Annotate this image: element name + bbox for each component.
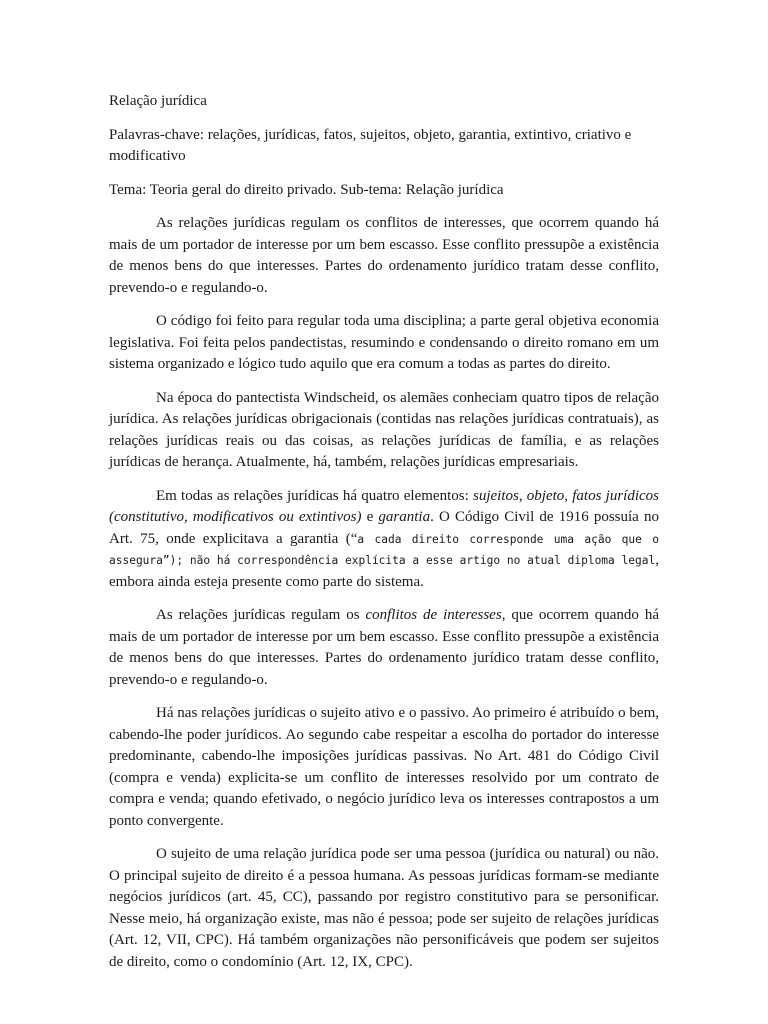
p4-italic-fatos: fatos jurídicos (constitutivo, modificativos ou extintivos)	[109, 487, 659, 525]
p4-text-3: ,	[564, 487, 573, 504]
theme-line: Tema: Teoria geral do direito privado. Sub-tema: Relação jurídica	[109, 181, 504, 198]
p4-mono-statement: não há correspondência explícita a esse artigo no atual diploma legal	[189, 554, 656, 567]
keywords-line: Palavras-chave: relações, jurídicas, fatos, sujeitos, objeto, garantia, extintivo, criativo e modificativo	[109, 126, 632, 164]
p4-mono-close: ”);	[162, 554, 190, 567]
p4-text-4: e	[361, 509, 379, 525]
p5-text-1: As relações jurídicas regulam os	[156, 607, 366, 623]
p4-italic-garantia: garantia	[378, 509, 431, 525]
paragraph-3: Na época do pantectista Windscheid, os alemães conheciam quatro tipos de relação jurídica. As relações jurídicas obrigacionais (contidas nas relações jurídicas contratuais), as relações jurídicas reais ou das coisas, as relações jurídicas de família, e as relações jurídicas de herança. Atualmente, há, também, relações jurídicas empresariais.	[109, 389, 659, 470]
p5-text-2: , que ocorrem quando há mais de um portador de interesse por um bem escasso. Esse conflito pressupõe a existência de menos bens do que interesses. Partes do ordenamento jurídico tratam desse conflito, prevendo-o e regulando-o.	[109, 607, 659, 688]
paragraph-7: O sujeito de uma relação jurídica pode ser uma pessoa (jurídica ou natural) ou não. O principal sujeito de direito é a pessoa humana. As pessoas jurídicas formam-se mediante negócios jurídicos (art. 45, CC), passando por registro constitutivo para se personificar. Nesse meio, há organização existe, mas não é pessoa; pode ser sujeito de relações jurídicas (Art. 12, VII, CPC). Há também organizações não personificáveis que podem ser sujeitos de direito, como o condomínio (Art. 12, IX, CPC).	[109, 846, 659, 970]
document-title: Relação jurídica	[109, 93, 207, 109]
p4-italic-objeto: objeto	[526, 487, 565, 504]
paragraph-2: O código foi feito para regular toda uma disciplina; a parte geral objetiva economia legislativa. Foi feita pelos pandectistas, resumindo e condensando o direito romano em um sistema organizado e lógico tudo aquilo que era comum a todas as partes do direito.	[109, 313, 659, 372]
p4-text-7: , embora ainda esteja presente como parte do sistema.	[109, 552, 659, 590]
paragraph-4	[109, 486, 659, 594]
paragraph-1: As relações jurídicas regulam os conflitos de interesses, que ocorrem quando há mais de um portador de interesse por um bem escasso. Esse conflito pressupõe a existência de menos bens do que interesses. Partes do ordenamento jurídico tratam desse conflito, prevendo-o e regulando-o.	[109, 215, 659, 296]
p4-text-2: ,	[518, 487, 527, 504]
p5-italic-conflitos: conflitos de interesses	[365, 607, 502, 623]
p4-mono-quote: a cada direito corresponde uma ação que o assegura	[109, 532, 659, 567]
p4-text-5: . O Código Civil de 1916 possuía no Art. 75, onde explicitava a garantia (“	[109, 509, 659, 547]
p4-italic-sujeitos: sujeitos	[472, 487, 519, 504]
p4-text-1: Em todas as relações jurídicas há quatro elementos:	[156, 487, 473, 504]
paragraph-6: Há nas relações jurídicas o sujeito ativo e o passivo. Ao primeiro é atribuído o bem, cabendo-lhe poder jurídicos. Ao segundo cabe respeitar a escolha do portador do interesse predominante, cabendo-lhe imposições jurídicas passivas. No Art. 481 do Código Civil (compra e venda) explicita-se um conflito de interesses resolvido por um contrato de compra e venda; quando efetivado, o negócio jurídico leva os interesses contrapostos a um ponto convergente.	[109, 705, 659, 829]
paragraph-5	[109, 605, 659, 691]
